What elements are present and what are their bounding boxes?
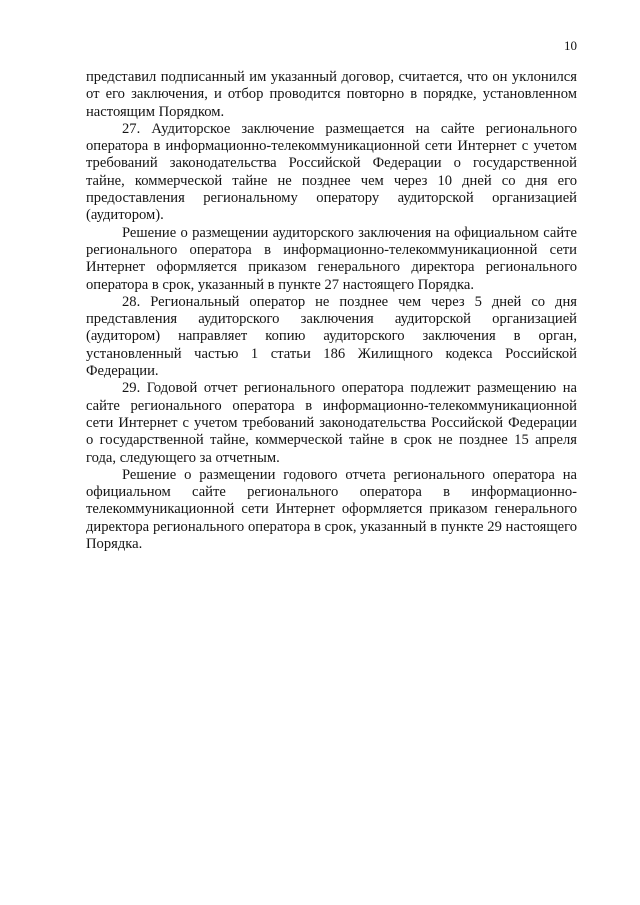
- document-body: [86, 69, 577, 553]
- paragraph-continuation: представил подписанный им указанный договор, считается, что он уклонился от его заключения, и отбор проводится повторно в порядке, установленном настоящим Порядком.: [86, 69, 577, 120]
- paragraph-item-29: 29. Годовой отчет регионального оператора подлежит размещению на сайте регионального оператора в информационно-телекоммуникационной сети Интернет с учетом требований законодательства Российской Федерации о государственной тайне, коммерческой тайне в срок не позднее 15 апреля года, следующего за отчетным.: [86, 380, 577, 466]
- paragraph-item-28: 28. Региональный оператор не позднее чем через 5 дней со дня представления аудиторского заключения аудиторской организацией (аудитором) направляет копию аудиторского заключения в орган, установленный частью 1 статьи 186 Жилищного кодекса Российской Федерации.: [86, 293, 577, 380]
- paragraph-item-27: 27. Аудиторское заключение размещается на сайте регионального оператора в информационно-телекоммуникационной сети Интернет с учетом требований законодательства Российской Федерации о государственной тайне, коммерческой тайне не позднее чем через 10 дней со дня его предоставления региональному оператору аудиторской организацией (аудитором).: [86, 120, 577, 224]
- paragraph-decision-audit-report: Решение о размещении аудиторского заключения на официальном сайте регионального оператора в информационно-телекоммуникационной сети Интернет оформляется приказом генерального директора регионального оператора в срок, указанный в пункте 27 настоящего Порядка.: [86, 224, 577, 293]
- paragraph-decision-annual-report: Решение о размещении годового отчета регионального оператора на официальном сайте регионального оператора в информационно-телекоммуникационной сети Интернет оформляется приказом генерального директора регионального оператора в срок, указанный в пункте 29 настоящего Порядка.: [86, 466, 577, 553]
- page-number: 10: [564, 38, 577, 53]
